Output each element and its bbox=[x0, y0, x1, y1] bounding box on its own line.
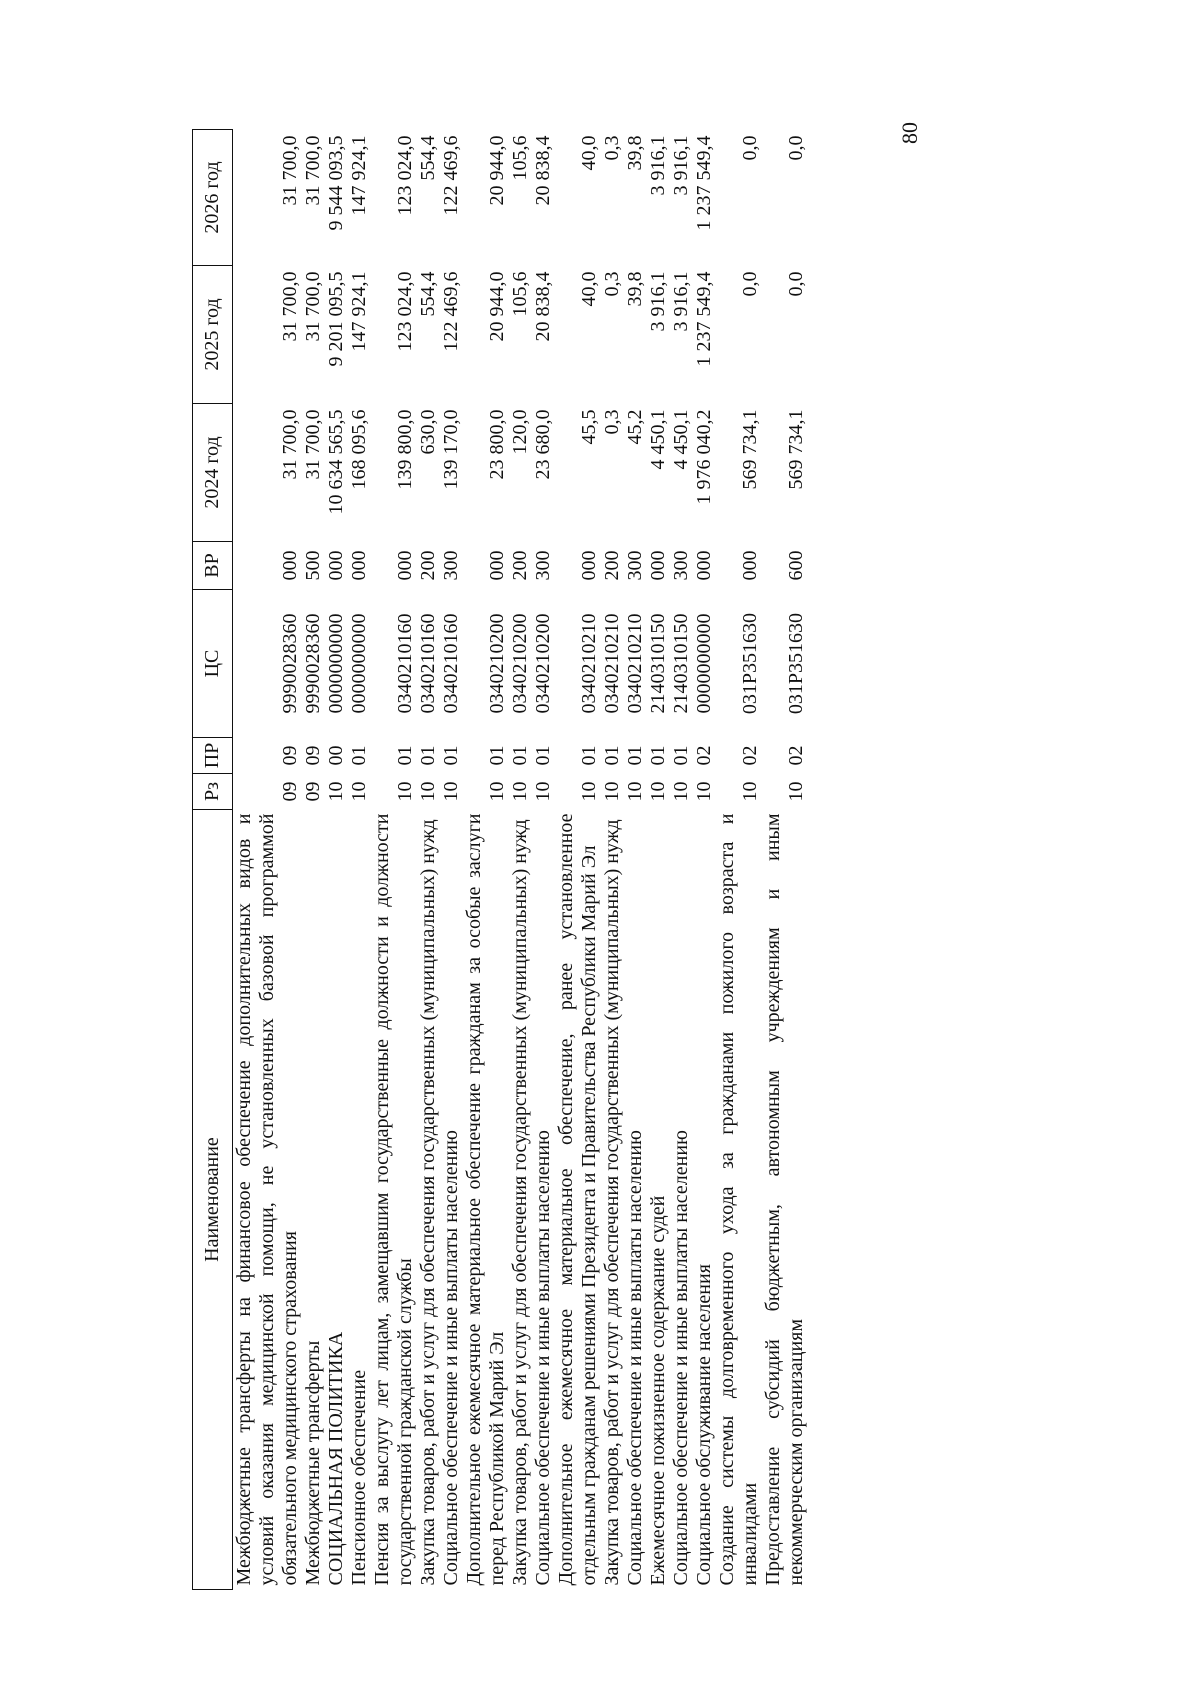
row-y2024: 23 680,0 bbox=[532, 409, 554, 480]
row-y2025: 40,0 bbox=[578, 271, 600, 307]
row-cs: 031P351630 bbox=[785, 612, 807, 715]
row-rz: 10 bbox=[785, 781, 807, 802]
row-pr: 01 bbox=[601, 745, 623, 766]
row-rz: 10 bbox=[739, 781, 761, 802]
row-y2026: 3 916,1 bbox=[647, 135, 669, 196]
row-y2024: 168 095,6 bbox=[348, 409, 370, 490]
row-pr: 01 bbox=[486, 745, 508, 766]
row-name: Дополнительное ежемесячное материальное обеспечение гражданам за особые заслуги перед Республикой Марий Эл bbox=[463, 813, 508, 1586]
row-y2025: 39,8 bbox=[624, 271, 646, 307]
row-name: Пенсионное обеспечение bbox=[348, 1369, 370, 1586]
row-cs: 0000000000 bbox=[693, 613, 715, 714]
row-cs: 0340210160 bbox=[394, 613, 416, 714]
table-row bbox=[670, 130, 693, 1590]
row-name: Создание системы долговременного ухода за гражданами пожилого возраста и инвалидами bbox=[716, 813, 761, 1586]
row-y2025: 147 924,1 bbox=[348, 271, 370, 352]
row-rz: 10 bbox=[394, 781, 416, 802]
row-rz: 10 bbox=[532, 781, 554, 802]
header-name: Наименование bbox=[193, 810, 233, 1590]
row-rz: 10 bbox=[693, 781, 715, 802]
table-row bbox=[532, 130, 555, 1590]
row-vr: 000 bbox=[739, 550, 761, 581]
row-y2026: 31 700,0 bbox=[279, 135, 301, 206]
row-y2024: 1 976 040,2 bbox=[693, 409, 715, 505]
row-cs: 2140310150 bbox=[647, 613, 669, 714]
row-pr: 02 bbox=[739, 745, 761, 766]
row-y2026: 39,8 bbox=[624, 135, 646, 171]
row-name: Межбюджетные трансферты bbox=[302, 1340, 324, 1586]
row-y2026: 122 469,6 bbox=[440, 135, 462, 216]
rotated-page-content bbox=[192, 130, 1042, 1590]
table-body bbox=[233, 130, 809, 1590]
row-vr: 300 bbox=[532, 550, 554, 581]
row-rz: 10 bbox=[647, 781, 669, 802]
row-pr: 02 bbox=[785, 745, 807, 766]
row-y2024: 569 734,1 bbox=[785, 409, 807, 490]
row-vr: 000 bbox=[693, 550, 715, 581]
row-pr: 01 bbox=[509, 745, 531, 766]
row-y2024: 0,3 bbox=[601, 409, 623, 435]
row-name: СОЦИАЛЬНАЯ ПОЛИТИКА bbox=[325, 1331, 347, 1586]
table-row bbox=[325, 130, 348, 1590]
row-y2026: 0,0 bbox=[739, 135, 761, 161]
header-2026: 2026 год bbox=[193, 130, 233, 266]
header-rz: Рз bbox=[193, 774, 233, 810]
row-y2026: 9 544 093,5 bbox=[325, 135, 347, 231]
row-y2026: 40,0 bbox=[578, 135, 600, 171]
row-y2024: 630,0 bbox=[417, 409, 439, 455]
row-y2024: 139 800,0 bbox=[394, 409, 416, 490]
row-name: Социальное обслуживание населения bbox=[693, 1264, 715, 1586]
row-name: Закупка товаров, работ и услуг для обеспечения государственных (муниципальных) нужд bbox=[417, 819, 439, 1586]
row-name: Социальное обеспечение и иные выплаты населению bbox=[532, 1130, 554, 1586]
budget-table bbox=[192, 129, 808, 1590]
row-y2024: 10 634 565,5 bbox=[325, 409, 347, 515]
row-rz: 10 bbox=[486, 781, 508, 802]
row-rz: 10 bbox=[578, 781, 600, 802]
row-vr: 000 bbox=[394, 550, 416, 581]
row-cs: 2140310150 bbox=[670, 613, 692, 714]
row-name: Социальное обеспечение и иные выплаты населению bbox=[624, 1130, 646, 1586]
row-pr: 01 bbox=[394, 745, 416, 766]
row-vr: 300 bbox=[440, 550, 462, 581]
row-y2025: 20 944,0 bbox=[486, 271, 508, 342]
row-y2024: 31 700,0 bbox=[302, 409, 324, 480]
row-y2025: 3 916,1 bbox=[647, 271, 669, 332]
table-row bbox=[624, 130, 647, 1590]
table-row bbox=[233, 130, 303, 1590]
table-row bbox=[693, 130, 716, 1590]
header-vr: ВР bbox=[193, 542, 233, 590]
row-cs: 0340210210 bbox=[601, 613, 623, 714]
row-vr: 500 bbox=[302, 550, 324, 581]
row-y2025: 1 237 549,4 bbox=[693, 271, 715, 367]
row-vr: 000 bbox=[279, 550, 301, 581]
table-row bbox=[371, 130, 417, 1590]
row-y2026: 20 838,4 bbox=[532, 135, 554, 206]
table-row bbox=[463, 130, 509, 1590]
table-row bbox=[348, 130, 371, 1590]
row-y2024: 45,2 bbox=[624, 409, 646, 445]
table-row bbox=[509, 130, 532, 1590]
table-header-row bbox=[193, 130, 233, 1590]
row-vr: 000 bbox=[578, 550, 600, 581]
row-cs: 0340210160 bbox=[417, 613, 439, 714]
row-y2024: 120,0 bbox=[509, 409, 531, 455]
row-pr: 01 bbox=[532, 745, 554, 766]
row-vr: 000 bbox=[486, 550, 508, 581]
row-pr: 01 bbox=[578, 745, 600, 766]
row-vr: 200 bbox=[509, 550, 531, 581]
row-pr: 01 bbox=[348, 745, 370, 766]
row-pr: 01 bbox=[417, 745, 439, 766]
row-rz: 10 bbox=[417, 781, 439, 802]
row-y2025: 0,0 bbox=[739, 271, 761, 297]
row-y2025: 0,0 bbox=[785, 271, 807, 297]
row-y2026: 0,3 bbox=[601, 135, 623, 161]
row-y2025: 554,4 bbox=[417, 271, 439, 317]
row-name: Дополнительное ежемесячное материальное обеспечение, ранее установленное отдельным гражданам решениями Президента и Правительства Республики Марий Эл bbox=[555, 813, 600, 1586]
row-rz: 10 bbox=[670, 781, 692, 802]
row-pr: 02 bbox=[693, 745, 715, 766]
row-pr: 09 bbox=[302, 745, 324, 766]
page-number: 80 bbox=[897, 122, 922, 144]
row-y2025: 31 700,0 bbox=[279, 271, 301, 342]
row-cs: 0000000000 bbox=[325, 613, 347, 714]
row-y2026: 105,6 bbox=[509, 135, 531, 181]
row-name: Закупка товаров, работ и услуг для обеспечения государственных (муниципальных) нужд bbox=[601, 819, 623, 1586]
row-y2026: 31 700,0 bbox=[302, 135, 324, 206]
row-rz: 09 bbox=[279, 781, 301, 802]
row-vr: 300 bbox=[670, 550, 692, 581]
row-y2024: 139 170,0 bbox=[440, 409, 462, 490]
row-name: Предоставление субсидий бюджетным, автономным учреждениям и иным некоммерческим организациям bbox=[762, 813, 807, 1586]
row-y2025: 0,3 bbox=[601, 271, 623, 297]
row-pr: 09 bbox=[279, 745, 301, 766]
header-cs: ЦС bbox=[193, 590, 233, 738]
row-y2024: 569 734,1 bbox=[739, 409, 761, 490]
row-cs: 031P351630 bbox=[739, 612, 761, 715]
row-y2025: 31 700,0 bbox=[302, 271, 324, 342]
row-name: Ежемесячное пожизненное содержание судей bbox=[647, 1195, 669, 1586]
table-row bbox=[601, 130, 624, 1590]
row-cs: 0000000000 bbox=[348, 613, 370, 714]
row-y2024: 45,5 bbox=[578, 409, 600, 445]
table-row bbox=[716, 130, 762, 1590]
row-y2025: 3 916,1 bbox=[670, 271, 692, 332]
row-y2024: 31 700,0 bbox=[279, 409, 301, 480]
row-cs: 9990028360 bbox=[279, 613, 301, 714]
row-vr: 000 bbox=[325, 550, 347, 581]
row-vr: 000 bbox=[647, 550, 669, 581]
row-y2025: 20 838,4 bbox=[532, 271, 554, 342]
row-cs: 9990028360 bbox=[302, 613, 324, 714]
header-2025: 2025 год bbox=[193, 266, 233, 404]
row-y2024: 4 450,1 bbox=[647, 409, 669, 470]
row-rz: 10 bbox=[509, 781, 531, 802]
row-y2024: 4 450,1 bbox=[670, 409, 692, 470]
header-pr: ПР bbox=[193, 738, 233, 774]
row-y2026: 20 944,0 bbox=[486, 135, 508, 206]
row-rz: 10 bbox=[624, 781, 646, 802]
row-y2025: 122 469,6 bbox=[440, 271, 462, 352]
row-pr: 01 bbox=[647, 745, 669, 766]
row-pr: 01 bbox=[670, 745, 692, 766]
row-y2024: 23 800,0 bbox=[486, 409, 508, 480]
table-row bbox=[417, 130, 440, 1590]
row-pr: 01 bbox=[624, 745, 646, 766]
row-pr: 00 bbox=[325, 745, 347, 766]
row-y2025: 123 024,0 bbox=[394, 271, 416, 352]
table-row bbox=[555, 130, 601, 1590]
row-name: Пенсия за выслугу лет лицам, замещавшим государственные должности и должности государственной гражданской службы bbox=[371, 813, 416, 1586]
row-name: Межбюджетные трансферты на финансовое обеспечение дополнительных видов и условий оказания медицинской помощи, не установленных базовой программой обязательного медицинского страхования bbox=[233, 813, 301, 1586]
row-y2025: 9 201 095,5 bbox=[325, 271, 347, 367]
table-row bbox=[762, 130, 808, 1590]
row-vr: 000 bbox=[348, 550, 370, 581]
row-name: Социальное обеспечение и иные выплаты населению bbox=[440, 1130, 462, 1586]
row-vr: 600 bbox=[785, 550, 807, 581]
header-2024: 2024 год bbox=[193, 404, 233, 542]
table-row bbox=[440, 130, 463, 1590]
row-y2026: 123 024,0 bbox=[394, 135, 416, 216]
table-row bbox=[647, 130, 670, 1590]
row-cs: 0340210210 bbox=[624, 613, 646, 714]
row-name: Закупка товаров, работ и услуг для обеспечения государственных (муниципальных) нужд bbox=[509, 819, 531, 1586]
row-cs: 0340210210 bbox=[578, 613, 600, 714]
row-vr: 200 bbox=[417, 550, 439, 581]
row-rz: 10 bbox=[601, 781, 623, 802]
row-rz: 10 bbox=[348, 781, 370, 802]
row-rz: 10 bbox=[325, 781, 347, 802]
row-cs: 0340210200 bbox=[532, 613, 554, 714]
row-y2026: 147 924,1 bbox=[348, 135, 370, 216]
row-y2026: 3 916,1 bbox=[670, 135, 692, 196]
row-y2025: 105,6 bbox=[509, 271, 531, 317]
row-y2026: 1 237 549,4 bbox=[693, 135, 715, 231]
row-rz: 10 bbox=[440, 781, 462, 802]
row-vr: 300 bbox=[624, 550, 646, 581]
row-y2026: 554,4 bbox=[417, 135, 439, 181]
row-cs: 0340210200 bbox=[486, 613, 508, 714]
row-y2026: 0,0 bbox=[785, 135, 807, 161]
row-cs: 0340210200 bbox=[509, 613, 531, 714]
row-pr: 01 bbox=[440, 745, 462, 766]
row-cs: 0340210160 bbox=[440, 613, 462, 714]
row-name: Социальное обеспечение и иные выплаты населению bbox=[670, 1130, 692, 1586]
row-vr: 200 bbox=[601, 550, 623, 581]
table-row bbox=[302, 130, 325, 1590]
row-rz: 09 bbox=[302, 781, 324, 802]
